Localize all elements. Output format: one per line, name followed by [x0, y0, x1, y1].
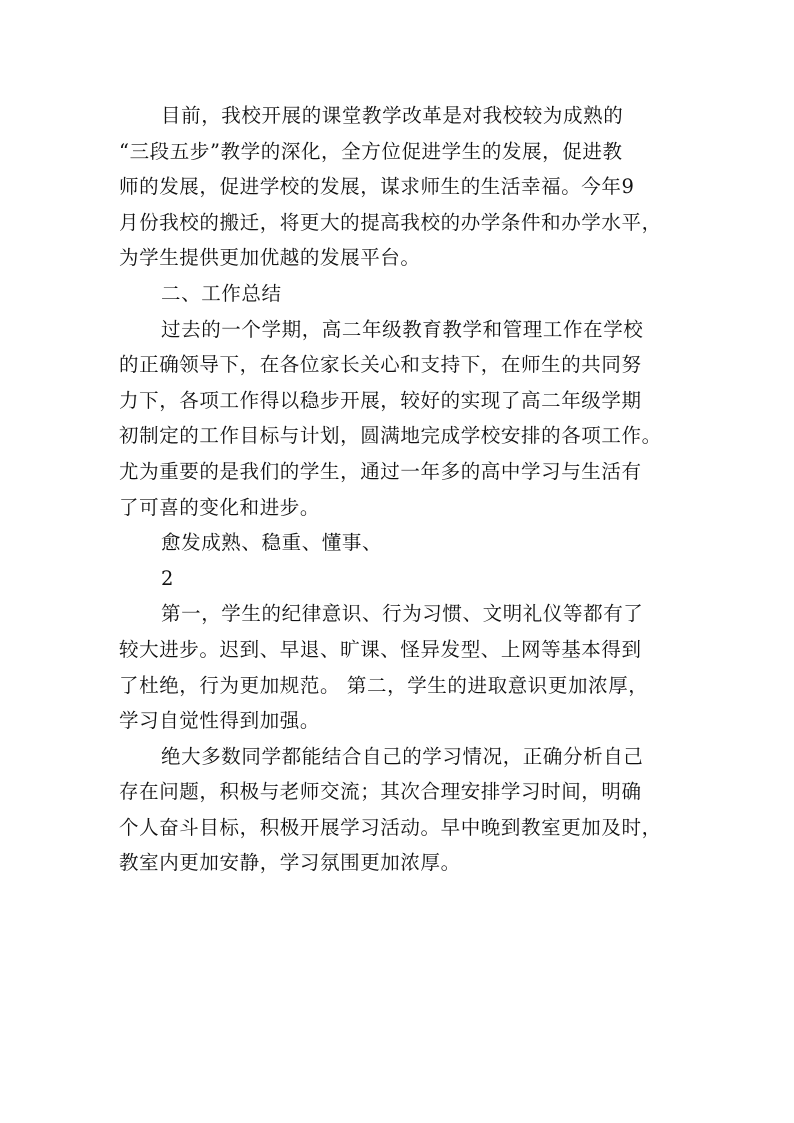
- text-line: 绝大多数同学都能结合自己的学习情况，正确分析自己: [161, 744, 644, 768]
- text-line: 存在问题，积极与老师交流；其次合理安排学习时间，明确: [119, 780, 642, 804]
- text-line: 初制定的工作目标与计划，圆满地完成学校安排的各项工作。: [119, 424, 662, 448]
- text-line: 尤为重要的是我们的学生，通过一年多的高中学习与生活有: [119, 459, 642, 483]
- text-line: 愈发成熟、稳重、懂事、: [161, 531, 383, 555]
- text-line: “三段五步”教学的深化，全方位促进学生的发展，促进教: [119, 139, 623, 163]
- section-heading: 二、工作总结: [161, 281, 282, 305]
- page-number-text: 2: [161, 566, 175, 590]
- text-line: 个人奋斗目标，积极开展学习活动。早中晚到教室更加及时，: [119, 815, 662, 839]
- document-body: [119, 98, 679, 881]
- text-line: 第一，学生的纪律意识、行为习惯、文明礼仪等都有了: [161, 602, 644, 626]
- text-line: 月份我校的搬迁，将更大的提高我校的办学条件和办学水平，: [119, 210, 662, 234]
- text-line: 学习自觉性得到加强。: [119, 709, 321, 733]
- text-line: 教室内更加安静，学习氛围更加浓厚。: [119, 851, 461, 875]
- text-line: 力下，各项工作得以稳步开展，较好的实现了高二年级学期: [119, 388, 642, 412]
- text-line: 为学生提供更加优越的发展平台。: [119, 246, 421, 270]
- text-line: 师的发展，促进学校的发展，谋求师生的生活幸福。今年9: [119, 175, 635, 199]
- text-line: 了可喜的变化和进步。: [119, 495, 321, 519]
- text-line: 较大进步。迟到、早退、旷课、怪异发型、上网等基本得到: [119, 637, 642, 661]
- text-line: 了杜绝，行为更加规范。 第二，学生的进取意识更加浓厚，: [119, 673, 649, 697]
- text-line: 过去的一个学期，高二年级教育教学和管理工作在学校: [161, 317, 644, 341]
- text-line: 的正确领导下，在各位家长关心和支持下，在师生的共同努: [119, 353, 642, 377]
- text-line: 目前，我校开展的课堂教学改革是对我校较为成熟的: [161, 104, 624, 127]
